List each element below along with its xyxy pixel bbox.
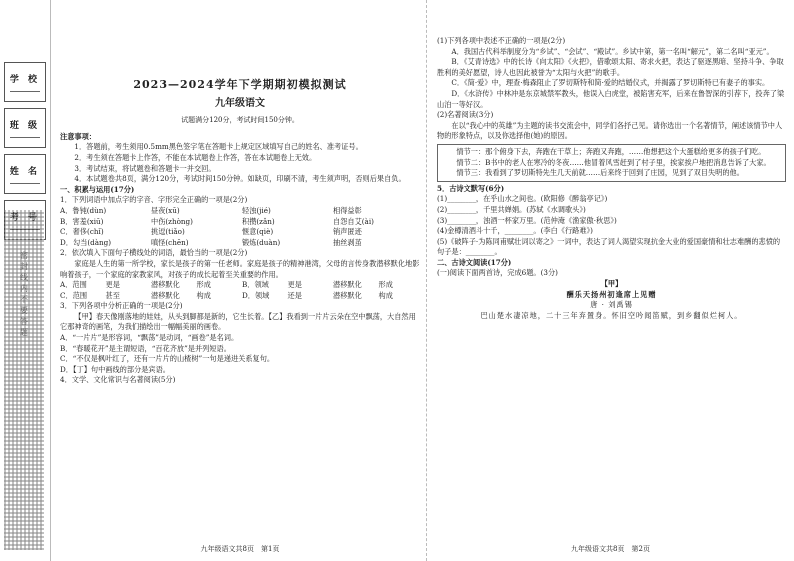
seal-text: 密封线内不要答题: [20, 251, 28, 337]
option-cell: 形成: [196, 280, 211, 290]
poem-line: 巴山楚水凄凉地，二十三年弃置身。怀旧空吟闻笛赋，到乡翻似烂柯人。: [480, 310, 743, 320]
poem-tag: 【甲】: [600, 279, 623, 289]
section-heading: 二、古诗文阅读(17分): [437, 257, 512, 267]
poem-title: 酬乐天扬州初逢席上见赠: [566, 289, 657, 299]
option-cell: C．范围: [60, 290, 88, 300]
question-4-2: (2)名著阅读(3分): [437, 110, 494, 120]
option-cell: 构成: [196, 290, 211, 300]
option-cell: 潜移默化: [333, 280, 362, 290]
option-cell: 挑逗(tiǎo): [151, 227, 185, 237]
option-cell: 积攒(zǎn): [242, 216, 275, 226]
option-cell: 昼夜(xū): [151, 205, 180, 215]
option-cell: 还是: [287, 290, 302, 300]
option-cell: 潜移默化: [151, 280, 180, 290]
option-cell: 甚至: [105, 290, 120, 300]
option-cell: 惬意(qiè): [242, 227, 274, 237]
fill-line[interactable]: (1)________，在乎山水之间也。(欧阳修《醉翁亭记》): [437, 194, 608, 204]
option-cell: 潜移默化: [333, 290, 362, 300]
page-footer-1: 九年级语文共8页 第1页: [200, 545, 280, 554]
option-cell: B．领域: [242, 280, 269, 290]
option-cell: 更是: [105, 280, 120, 290]
question-4: 4．文学、文化常识与名著阅读(5分): [60, 375, 176, 385]
option-cell: 嗔怪(chēn): [151, 237, 189, 247]
q3-option[interactable]: C．“不仅是枫叶红了，还有一片片的山楂树”一句是递进关系复句。: [60, 354, 275, 364]
q3-option[interactable]: B．“春暖花开”是主谓短语，“百花齐放”是并列短语。: [60, 343, 231, 353]
plot-item: 情节三：我看到了罗切斯特先生几天前就……后来终于回到了庄园，见到了双目失明的他。: [456, 168, 744, 178]
notice-item: 1．答题前，考生须用0.5mm黑色签字笔在答题卡上规定区域填写自己的姓名、准考证号。: [74, 142, 363, 152]
q2-option-row[interactable]: [60, 280, 420, 291]
page-footer-2: 九年级语文共8页 第2页: [571, 545, 650, 554]
notice-item: 3．考试结束，将试题卷和答题卡一并交回。: [74, 163, 216, 173]
fill-line[interactable]: (4)金樽清酒斗十千，________。(李白《行路难》): [437, 226, 593, 236]
notice-item: 4．本试题卷共8页，满分120分，考试时间150分钟。如缺页，印刷不清，考生须声明，否则后果自负。: [74, 174, 406, 184]
q1-option-row[interactable]: [60, 238, 420, 249]
plot-item: 情节二：B书中的老人在寒冷的冬夜……他冒着风雪赶到了村子里，挨家挨户地把消息告诉了大家。: [456, 157, 771, 167]
field-label: 学 校: [9, 75, 41, 85]
q4-1-option[interactable]: B．《艾青诗选》中的长诗《向太阳》《火把》，借歌颂太阳、寄求火把，表达了驱逐黑暗、坚持斗争、争取胜利的美好愿望，诗人也因此被誉为“太阳与火把”的歌手。: [437, 57, 784, 77]
question-1: 1．下列词语中加点字的字音、字形完全正确的一项是(2分): [60, 195, 248, 205]
option-cell: D．勾当(dàng): [60, 237, 112, 247]
question-4-2-prompt: 在以“我心中的英雄”为主题的读书交流会中，同学们各抒己见。请你选出一个名著情节，阐述该情节中人物的形象特点，以及你选择他(她)的原因。: [437, 120, 783, 141]
q4-1-option[interactable]: A．我国古代科举制度分为“乡试”、“会试”、“殿试”。乡试中第，第一名叫“解元”，第二名叫“亚元”。: [451, 46, 774, 56]
option-cell: A．鲁钝(dùn): [60, 205, 107, 215]
exam-title: 2023—2024学年下学期期初模拟测试: [133, 78, 347, 91]
option-cell: 轻浊(jié): [242, 205, 271, 215]
fill-line[interactable]: (5)《破阵子·为陈同甫赋壮词以寄之》一词中，表达了词人渴望实现抗金大业的爱国豪情和壮志难酬的悲愤的句子是：________。: [437, 236, 781, 257]
option-cell: 销声匿迹: [333, 227, 362, 237]
option-cell: 形成: [378, 280, 393, 290]
q1-option-row[interactable]: [60, 217, 420, 228]
poem-author: 唐 · 刘禹锡: [590, 300, 633, 310]
notice-item: 2．考生须在答题卡上作答，不能在本试题卷上作答，答在本试题卷上无效。: [74, 152, 317, 162]
section-heading: 一、积累与运用(17分): [60, 184, 135, 194]
fill-line[interactable]: (2)________，千里共婵娟。(苏轼《水调歌头》): [437, 204, 586, 214]
class-field[interactable]: [4, 108, 46, 148]
option-cell: 锻炼(duàn): [242, 237, 281, 247]
option-cell: D．领域: [242, 290, 270, 300]
option-cell: 自怨自艾(ài): [333, 216, 374, 226]
question-4-1: (1)下列各项中表述不正确的一项是(2分): [437, 36, 566, 45]
option-cell: 更是: [287, 280, 302, 290]
question-3-passage: 【甲】春天像刚落地的娃娃，从头到脚都是新的，它生长着。【乙】我看到一片片云朵在空中飘荡，大自然用它那神奇的画笔，为我们描绘出一幅幅美丽的画卷。: [60, 311, 416, 332]
option-cell: C．奢侈(chǐ): [60, 227, 104, 237]
option-cell: 中伤(zhòng): [151, 216, 193, 226]
q3-option[interactable]: D．【丁】句中画线的部分是宾语。: [60, 364, 170, 374]
q4-1-option[interactable]: D．《水浒传》中林冲是东京城禁军教头，他误入白虎堂，被陷害充军，后来在鲁智深的引荐下，投奔了梁山泊一等好汉。: [437, 88, 785, 109]
section-heading: 5．古诗文默写(6分): [437, 183, 505, 193]
question-3: 3．下列各项中分析正确的一项是(2分): [60, 301, 183, 311]
q4-1-option[interactable]: C．《简·爱》中，理查·梅森阻止了罗切斯特和简·爱的结婚仪式，并揭露了罗切斯特已有妻子的事实。: [451, 78, 770, 88]
field-label: 姓 名: [9, 167, 41, 177]
sub-section-heading: (一)阅读下面两首诗，完成6题。(3分): [437, 268, 558, 278]
exam-subject: 九年级语文: [215, 97, 265, 109]
option-cell: 抽丝剥茧: [333, 237, 362, 247]
left-column: [54, 0, 426, 561]
q2-option-row[interactable]: [60, 291, 420, 302]
option-cell: B．害羞(xiū): [60, 216, 104, 226]
option-cell: 相得益彰: [333, 205, 362, 215]
name-field[interactable]: [4, 154, 46, 194]
q1-option-row[interactable]: [60, 227, 420, 238]
exam-meta: 试题满分120分，考试时间150分钟。: [181, 116, 299, 125]
q3-option[interactable]: A．“一片片”是形容词，“飘荡”是动词，“画卷”是名词。: [60, 333, 239, 343]
plot-box: [437, 144, 786, 182]
binding-strip: [0, 0, 51, 561]
question-2: 2．依次填入下面句子横线处的词语，最恰当的一项是(2分): [60, 248, 248, 258]
right-column: [426, 0, 794, 561]
q1-option-row[interactable]: [60, 206, 420, 217]
plot-item: 情节一：那个俯身下去，奔跑在干草上；奔跑又奔跑，……他想把这个大蛋糕给更多的孩子们吃。: [456, 146, 766, 156]
option-cell: A．范围: [60, 280, 87, 290]
option-cell: 构成: [378, 290, 393, 300]
notice-heading: 注意事项：: [60, 131, 96, 141]
field-label: 考 号: [9, 213, 41, 223]
school-field[interactable]: [4, 62, 46, 102]
fill-line[interactable]: (3)________，浊酒一杯家万里。(范仲淹《渔家傲·秋思》): [437, 215, 617, 225]
question-2-passage: 家庭是人生的第一所学校，家长是孩子的第一任老师。家庭是孩子的精神港湾，父母的言传身教潜移默化地影响着孩子，一个家庭的家教家风，对孩子的成长起着至关重要的作用。: [60, 258, 420, 279]
option-cell: 潜移默化: [151, 290, 180, 300]
field-label: 班 级: [9, 121, 41, 131]
